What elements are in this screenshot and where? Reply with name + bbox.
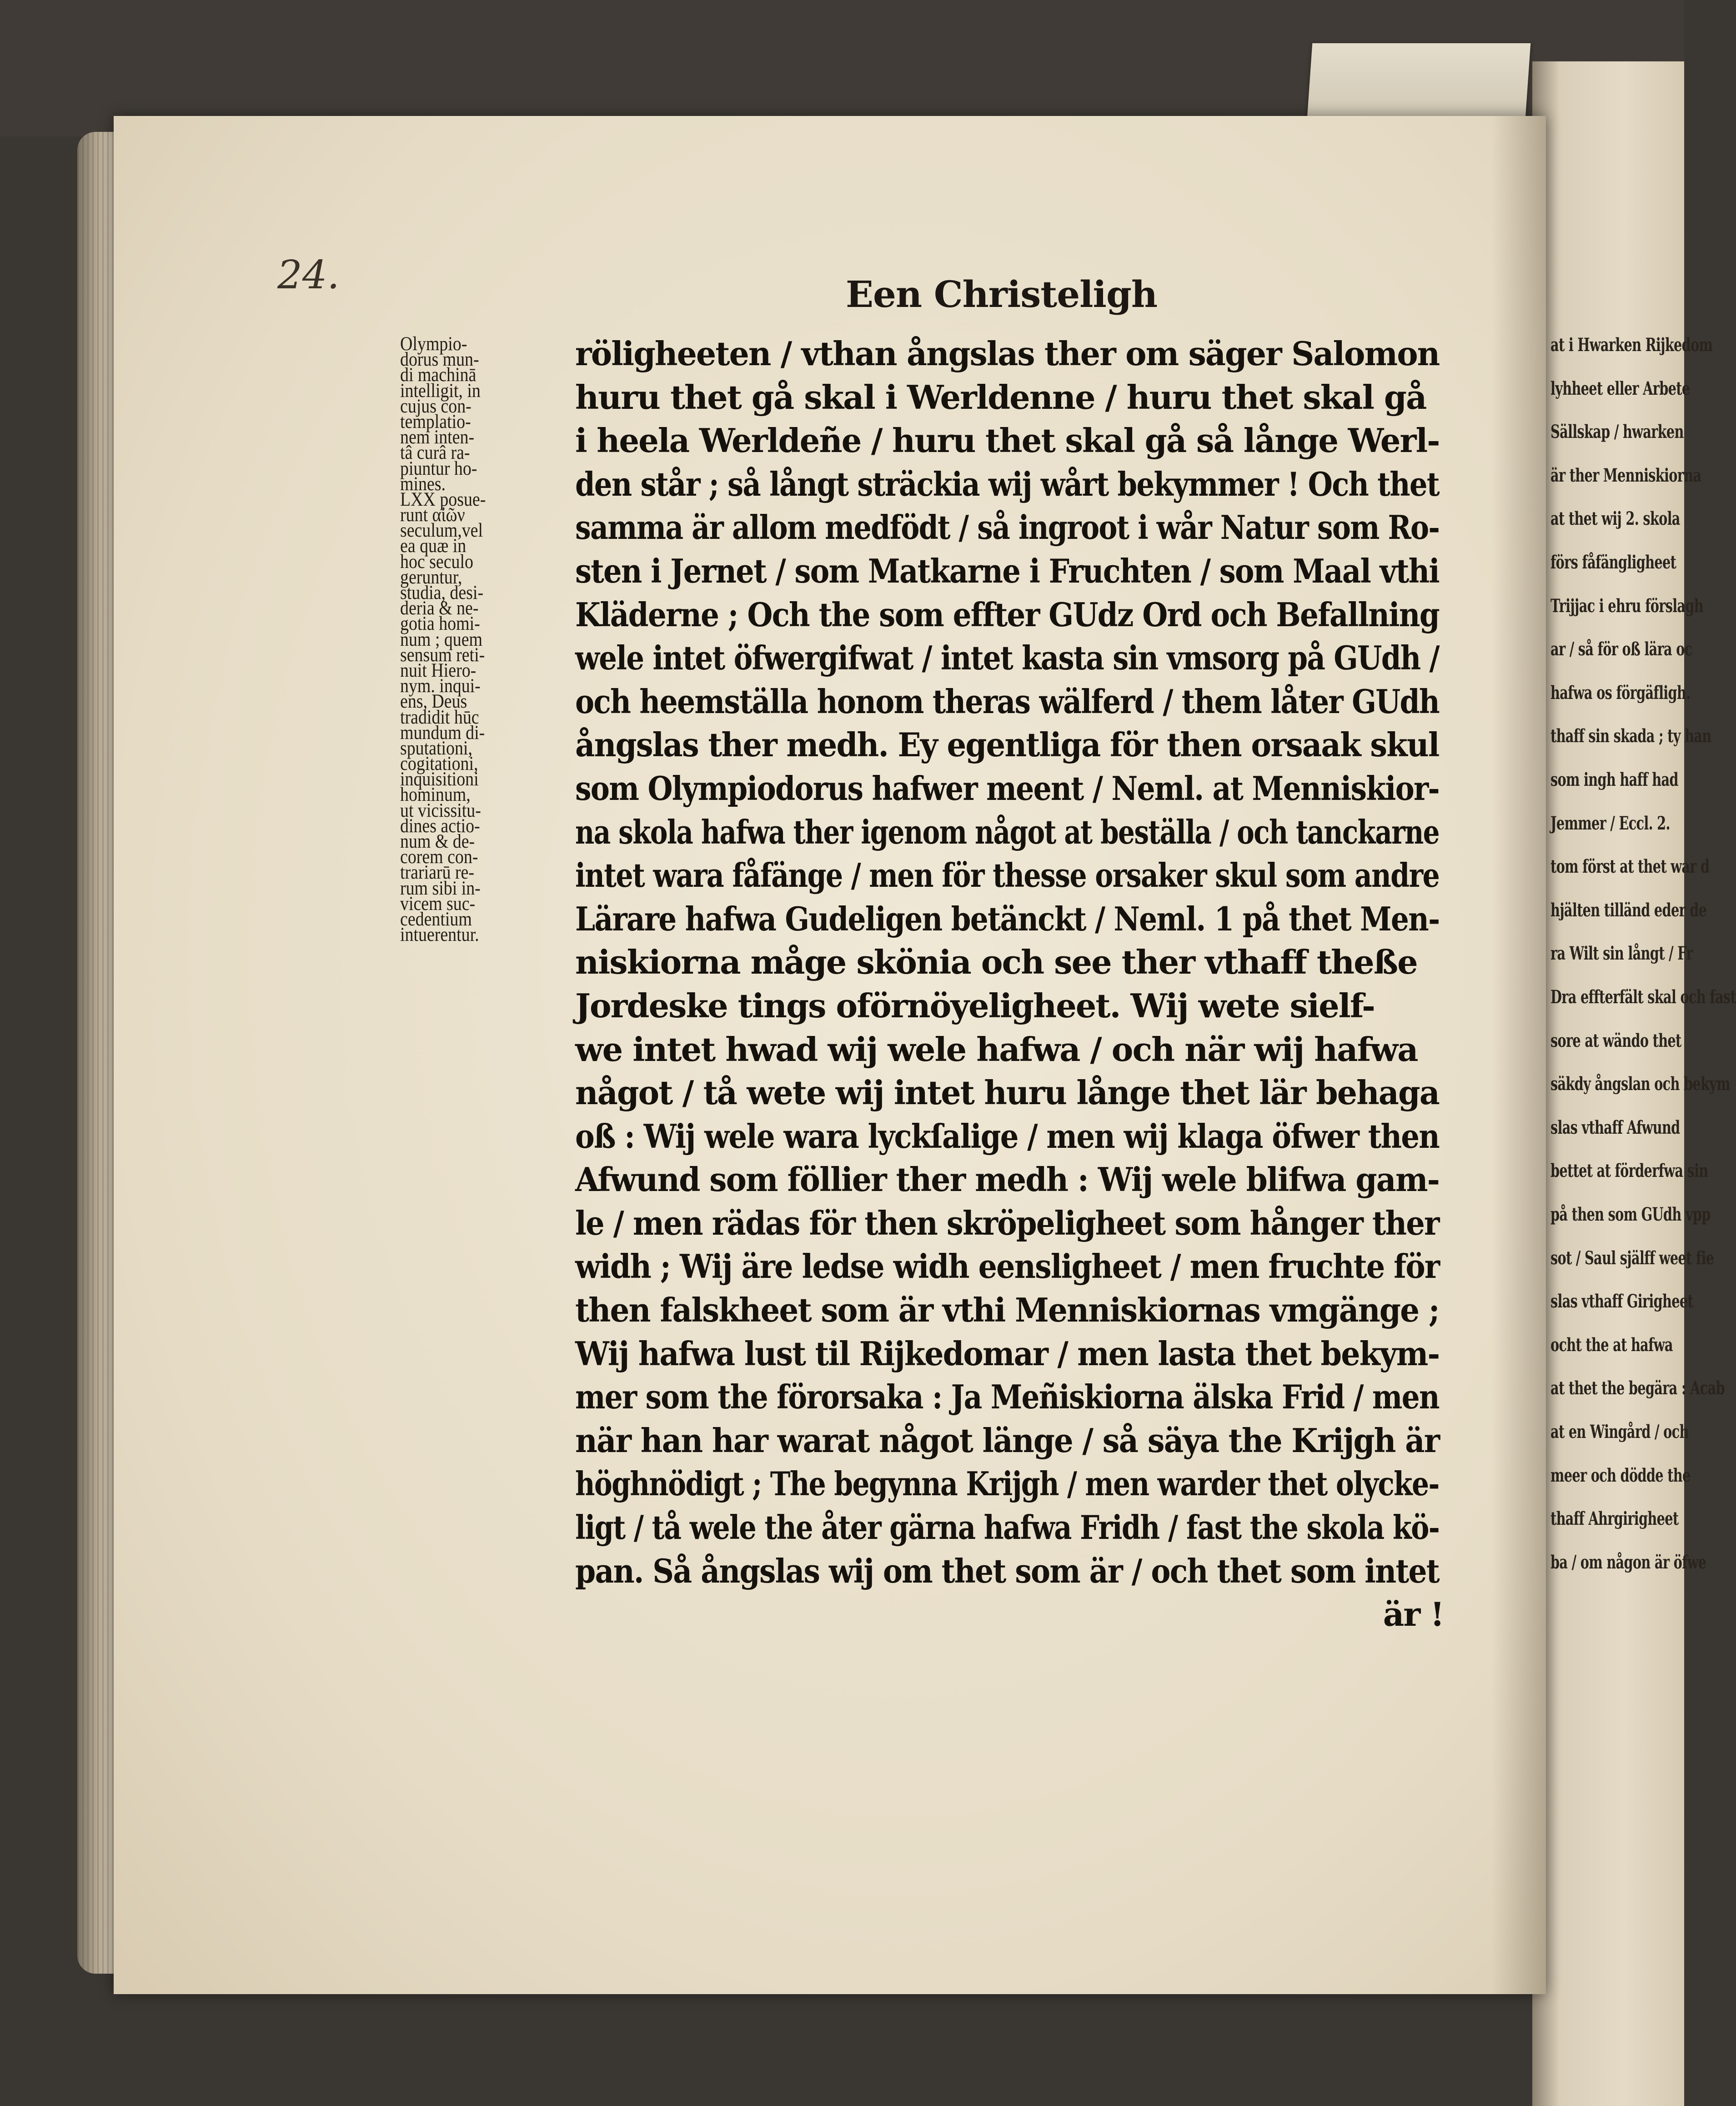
margin-note-line: studia, desi- xyxy=(400,582,484,603)
margin-note-line: intelligit, in xyxy=(400,380,481,402)
facing-page-line: meer och dödde the xyxy=(1550,1464,1691,1486)
body-line: wele intet öfwergifwat / intet kasta sin vmsorg på GUdh / xyxy=(575,638,1439,678)
facing-page-line: ra Wilt sin långt / Fr xyxy=(1550,943,1693,965)
margin-note-line: LXX posue- xyxy=(400,488,486,510)
margin-note-line: ens, Deus xyxy=(400,691,467,713)
facing-page-line: Sällskap / hwarken xyxy=(1550,421,1684,443)
facing-page-line: slas vthaff Girigheet xyxy=(1550,1291,1694,1312)
facing-page-line: thaff sin skada ; ty han xyxy=(1550,725,1711,747)
body-line: ligt / tå wele the åter gärna hafwa Fridh / fast the skola kö- xyxy=(575,1508,1440,1547)
body-text xyxy=(575,332,1444,1636)
body-line: röligheeten / vthan ångslas ther om säger Salomon xyxy=(575,334,1440,373)
body-line: samma är allom medfödt / så ingroot i wår Natur som Ro- xyxy=(575,508,1440,547)
margin-note-line: mundum di- xyxy=(400,722,485,744)
margin-note-line: tâ curâ ra- xyxy=(400,442,470,464)
margin-note-line: gotia homi- xyxy=(400,613,480,635)
body-line: när han har warat något länge / så säya the Krijgh är xyxy=(575,1421,1440,1460)
margin-note-line: cogitationi, xyxy=(400,753,478,775)
margin-note-line: rum sibi in- xyxy=(400,877,481,899)
body-line: Kläderne ; Och the som effter GUdz Ord och Befallning xyxy=(575,595,1439,634)
body-line: we intet hwad wij wele hafwa / och när wij hafwa xyxy=(575,1030,1418,1069)
facing-page-line: Jemmer / Eccl. 2. xyxy=(1550,812,1670,834)
margin-note-line: piuntur ho- xyxy=(400,457,477,479)
facing-page-line: hjälten tilländ eder de xyxy=(1550,899,1707,921)
margin-note-line: inquisitioni xyxy=(400,769,479,790)
margin-note-line: hoc seculo xyxy=(400,551,473,573)
margin-note-line: cujus con- xyxy=(400,395,472,417)
margin-note-line: sensum reti- xyxy=(400,644,485,666)
body-line: mer som the förorsaka : Ja Meñiskiorna älska Frid / men xyxy=(575,1377,1439,1417)
body-line: Afwund som föllier ther medh : Wij wele blifwa gam- xyxy=(575,1160,1439,1199)
facing-page-line: säkdy ångslan och bekym xyxy=(1550,1073,1731,1095)
facing-page-line: thaff Ahrgirigheet xyxy=(1550,1508,1679,1530)
margin-note-line: num ; quem xyxy=(400,628,482,650)
margin-note-line: di machinā xyxy=(400,364,477,386)
body-line: oß : Wij wele wara lyckſalige / men wij klaga öfwer then xyxy=(575,1116,1439,1156)
body-line: höghnödigt ; The begynna Krijgh / men warder thet olycke- xyxy=(575,1464,1439,1503)
margin-note-line: mines. xyxy=(400,473,446,495)
facing-page-line: at thet the begära : Acab xyxy=(1550,1377,1725,1399)
body-line: ångslas ther medh. Ey egentliga för then orsaak skul xyxy=(575,725,1439,764)
body-line: na skola hafwa ther igenom något at beställa / och tanckarne xyxy=(575,812,1439,851)
margin-note-line: dorus mun- xyxy=(400,349,479,371)
body-line: Jordeske tings oförnöyeligheet. Wij wete sielf- xyxy=(575,986,1375,1025)
margin-note-line: deria & ne- xyxy=(400,598,479,619)
margin-note-line: vicem suc- xyxy=(400,893,476,915)
body-line: och heemställa honom theras wälferd / them låter GUdh xyxy=(575,682,1440,721)
running-head: Een Christeligh xyxy=(846,273,1158,316)
body-line: widh ; Wij äre ledse widh eensligheet / men fruchte för xyxy=(575,1247,1440,1286)
margin-note-line: tradidit hūc xyxy=(400,706,479,728)
body-line: niskiorna måge skönia och see ther vthaff theße xyxy=(575,943,1417,982)
margin-note-line: Olympio- xyxy=(400,333,467,355)
margin-note-line: nuit Hiero- xyxy=(400,659,477,681)
facing-page-line: ar / så för oß lära oc xyxy=(1550,638,1692,660)
facing-page-line: Trijjac i ehru förslagh xyxy=(1550,595,1703,617)
body-line: huru thet gå skal i Werldenne / huru thet skal gå xyxy=(575,377,1426,417)
margin-note-line: seculum,vel xyxy=(400,520,483,542)
margin-notes xyxy=(400,333,591,946)
margin-note-line: ea quæ in xyxy=(400,535,467,557)
facing-page-line: är ther Menniskiorna xyxy=(1550,464,1701,486)
margin-note-line: nem inten- xyxy=(400,427,475,448)
facing-page-line: bettet at förderfwa sin xyxy=(1550,1160,1708,1182)
margin-note-line: dines actio- xyxy=(400,815,480,837)
facing-page xyxy=(1532,61,1736,2106)
margin-note-line: templatio- xyxy=(400,411,471,432)
facing-page-line: at thet wij 2. skola xyxy=(1550,508,1680,530)
body-line: Wij hafwa lust til Rijkedomar / men lasta thet bekym- xyxy=(575,1334,1440,1373)
body-line: sten i Jernet / som Matkarne i Fruchten / som Maal vthi xyxy=(575,551,1439,590)
paper-tab xyxy=(1307,43,1531,125)
facing-page-line: sot / Saul själff weet fie xyxy=(1550,1247,1714,1269)
body-line: le / men rädas för then skröpeligheet som hånger ther xyxy=(575,1203,1439,1242)
margin-note-line: num & de- xyxy=(400,831,475,852)
margin-note-line: geruntur, xyxy=(400,566,462,588)
margin-note-line: cedentium xyxy=(400,908,472,930)
margin-note-line: trariarū re- xyxy=(400,862,474,884)
facing-page-line: på then som GUdh vpp xyxy=(1550,1204,1711,1225)
body-line: then falskheet som är vthi Menniskiornas vmgänge ; xyxy=(575,1291,1439,1330)
facing-page-line: sore at wändo thet xyxy=(1550,1030,1681,1051)
margin-note-line: ut vicissitu- xyxy=(400,799,481,821)
facing-page-line: tom först at thet war d xyxy=(1550,856,1710,878)
facing-page-line: at i Hwarken Rijkedom xyxy=(1550,334,1713,356)
margin-note-line: sputationi, xyxy=(400,737,472,759)
page-number: 24. xyxy=(277,252,340,298)
facing-page-line: Dra effterfält skal och fast xyxy=(1550,986,1736,1008)
margin-note-line: corem con- xyxy=(400,846,478,868)
facing-page-line: slas vthaff Afwund xyxy=(1550,1116,1680,1138)
margin-note-line: intuerentur. xyxy=(400,924,479,946)
facing-page-line: ba / om någon är öfwe xyxy=(1550,1551,1706,1573)
body-line: i heela Werldeñe / huru thet skal gå så långe Werl- xyxy=(575,421,1440,460)
body-line: Lärare hafwa Gudeligen betänckt / Neml. 1 på thet Men- xyxy=(575,899,1440,938)
facing-page-line: förs fåfängligheet xyxy=(1550,552,1676,573)
facing-page-line: lyhheet eller Arbete xyxy=(1550,377,1690,399)
facing-page-line: at en Wingård / och xyxy=(1550,1421,1689,1443)
facing-page-line: hafwa os förgäfligh. xyxy=(1550,682,1691,704)
body-line: är ! xyxy=(1383,1595,1444,1634)
body-line: som Olympiodorus hafwer meent / Neml. at Menniskior- xyxy=(575,769,1439,808)
margin-note-line: hominum, xyxy=(400,784,471,806)
body-line: den står ; så långt sträckia wij wårt bekymmer ! Och thet xyxy=(575,464,1439,503)
facing-page-line: ocht the at hafwa xyxy=(1550,1334,1673,1356)
facing-page-line: som ingh haff had xyxy=(1550,769,1678,790)
margin-note-line: runt αἰῶν xyxy=(400,504,465,526)
body-line: intet wara fåfänge / men för thesse orsaker skul som andre xyxy=(575,856,1440,895)
body-line: något / tå wete wij intet huru långe thet lär behaga xyxy=(575,1073,1439,1112)
margin-note-line: nym. inqui- xyxy=(400,675,481,697)
body-line: pan. Så ångslas wij om thet som är / och thet som intet xyxy=(575,1551,1439,1590)
